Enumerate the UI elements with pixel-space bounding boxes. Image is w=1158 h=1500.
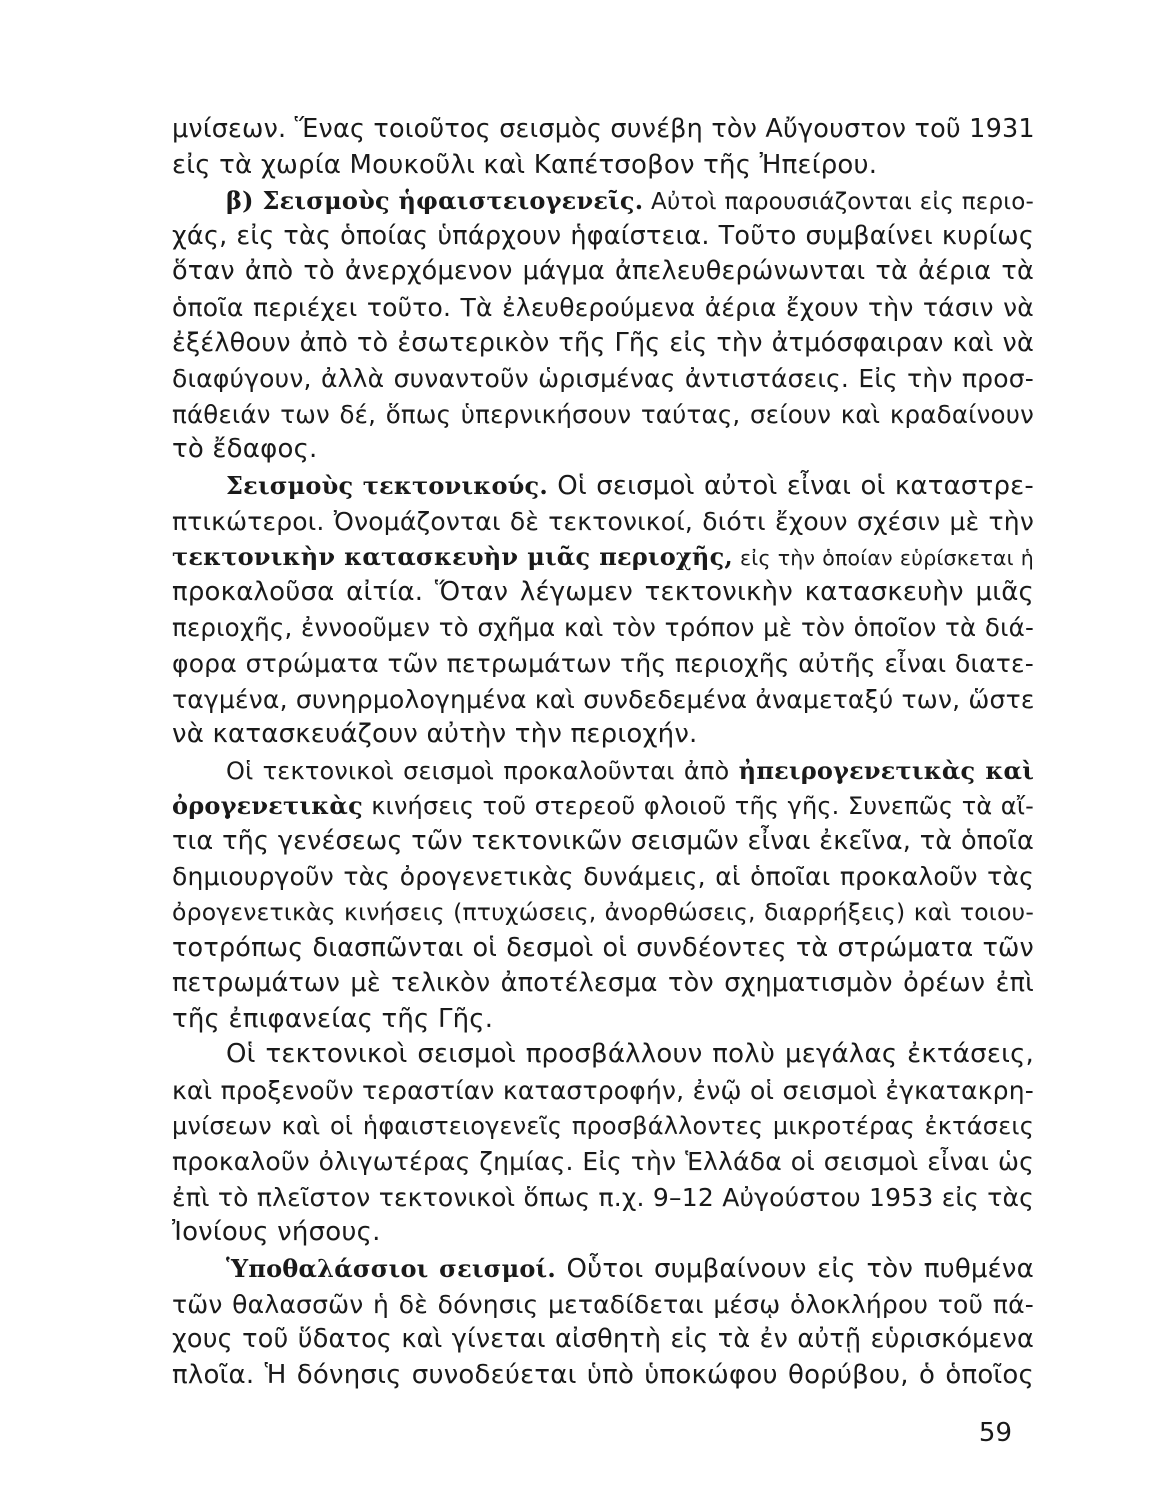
page-number: 59 [978, 1418, 1012, 1448]
text-run: Οἱ σεισμοὶ αὐτοὶ εἶναι οἱ καταστρε- [547, 470, 1034, 501]
text-run: πτικώτεροι. Ὀνομάζονται δὲ τεκτονικοί, διότι ἔχουν σχέσιν μὲ τὴν [172, 506, 1034, 536]
text-line [172, 575, 1034, 611]
text-run: φορα στρώματα τῶν πετρωμάτων τῆς περιοχῆς αὐτῆς εἶναι διατε- [172, 648, 1034, 678]
text-run: τὸ ἔδαφος. [172, 434, 318, 465]
text-line [172, 1144, 1034, 1180]
text-line [172, 646, 1034, 682]
text-run: ὅταν ἀπὸ τὸ ἀνερχόμενον μάγμα ἀπελευθερώνωνται τὰ ἀέρια τὰ [172, 256, 1034, 287]
text-line [172, 219, 1034, 255]
text-line [172, 610, 1034, 646]
text-line [172, 361, 1034, 397]
text-run: τῆς ἐπιφανείας τῆς Γῆς. [172, 1003, 494, 1034]
text-run: καὶ προξενοῦν τεραστίαν καταστροφήν, ἐνῷ οἱ σεισμοὶ ἐγκατακρη- [172, 1076, 1034, 1106]
text-run: ἐξέλθουν ἀπὸ τὸ ἐσωτερικὸν τῆς Γῆς εἰς τὴν ἀτμόσφαιραν καὶ νὰ [172, 327, 1034, 358]
text-run: μνίσεων καὶ οἱ ἡφαιστειογενεῖς προσβάλλοντες μικροτέρας ἐκτάσεις [172, 1111, 1034, 1140]
text-run: εἰς τὰ χωρία Μουκοῦλι καὶ Καπέτσοβον τῆς Ἠπείρου. [172, 149, 878, 180]
text-line [172, 1358, 1034, 1394]
text-run: πετρωμάτων μὲ τελικὸν ἀποτέλεσμα τὸν σχηματισμὸν ὀρέων ἐπὶ [172, 968, 1034, 999]
text-run: χάς, εἰς τὰς ὁποίας ὑπάρχουν ἡφαίστεια. Τοῦτο συμβαίνει κυρίως [172, 220, 1034, 251]
text-run: ἐπὶ τὸ πλεῖστον τεκτονικοὶ ὅπως π.χ. 9–12 Αὐγούστου 1953 εἰς τὰς [172, 1182, 1034, 1212]
bold-term: ὀρογενετικὰς [172, 791, 363, 821]
bold-term: β) Σεισμοὺς ἡφαιστειογενεῖς. [226, 186, 644, 216]
text-line [172, 753, 1034, 789]
text-run: τια τῆς γενέσεως τῶν τεκτονικῶν σεισμῶν εἶναι ἐκεῖνα, τὰ ὁποῖα [172, 825, 1034, 856]
text-run: ταγμένα, συνηρμολογημένα καὶ συνδεδεμένα ἀναμεταξύ των, ὥστε [172, 684, 1035, 714]
text-run: Οἱ τεκτονικοὶ σεισμοὶ προσβάλλουν πολὺ μεγάλας ἐκτάσεις, [226, 1039, 1034, 1070]
text-run: τῶν θαλασσῶν ἡ δὲ δόνησις μεταδίδεται μέσῳ ὁλοκλήρου τοῦ πά- [172, 1289, 1034, 1319]
text-line [172, 966, 1034, 1002]
text-run: πάθειάν των δέ, ὅπως ὑπερνικήσουν ταύτας, σείουν καὶ κραδαίνουν [172, 399, 1034, 429]
text-run: νὰ κατασκευάζουν αὐτὴν τὴν περιοχήν. [172, 719, 698, 750]
text-line [172, 1322, 1034, 1358]
text-run: Αὐτοὶ παρουσιάζονται εἰς περιο- [643, 189, 1034, 216]
text-line [172, 717, 1034, 753]
text-run: περιοχῆς, ἐννοοῦμεν τὸ σχῆμα καὶ τὸν τρόπον μὲ τὸν ὁποῖον τὰ διά- [172, 613, 1034, 643]
text-line [172, 504, 1034, 540]
text-run: τοτρόπως διασπῶνται οἱ δεσμοὶ οἱ συνδέοντες τὰ στρώματα τῶν [172, 932, 1034, 963]
text-line [172, 824, 1034, 860]
text-line [172, 1002, 1034, 1038]
text-line [172, 1251, 1034, 1287]
bold-term: Σεισμοὺς τεκτονικούς. [226, 470, 548, 500]
text-line [172, 326, 1034, 362]
text-run: δημιουργοῦν τὰς ὀρογενετικὰς δυνάμεις, αἱ ὁποῖαι προκαλοῦν τὰς [172, 862, 1034, 892]
bold-term: Ὑποθαλάσσιοι σεισμοί. [226, 1254, 556, 1283]
text-line [172, 1073, 1034, 1109]
text-run: προκαλοῦσα αἰτία. Ὅταν λέγωμεν τεκτονικὴν κατασκευὴν μιᾶς [172, 576, 1034, 607]
text-run: διαφύγουν, ἀλλὰ συναντοῦν ὡρισμένας ἀντιστάσεις. Εἰς τὴν προσ- [172, 364, 1034, 394]
text-run: χους τοῦ ὕδατος καὶ γίνεται αἰσθητὴ εἰς τὰ ἐν αὐτῇ εὑρισκόμενα [172, 1324, 1034, 1355]
text-line [172, 1109, 1034, 1145]
text-line [172, 254, 1034, 290]
text-line [172, 397, 1034, 433]
page-body [172, 112, 1034, 1393]
text-line [172, 931, 1034, 967]
text-line [172, 1037, 1034, 1073]
text-run: πλοῖα. Ἡ δόνησις συνοδεύεται ὑπὸ ὑποκώφου θορύβου, ὁ ὁποῖος [172, 1359, 1034, 1390]
text-line [172, 539, 1034, 575]
text-run: Οὗτοι συμβαίνουν εἰς τὸν πυθμένα [555, 1254, 1034, 1284]
text-run: εἰς τὴν ὁποίαν εὑρίσκεται ἡ [732, 546, 1034, 571]
text-line [172, 468, 1034, 504]
text-line [172, 1287, 1034, 1323]
text-line [172, 432, 1034, 468]
text-run: κινήσεις τοῦ στερεοῦ φλοιοῦ τῆς γῆς. Συνεπῶς τὰ αἴ- [362, 792, 1034, 821]
text-line [172, 290, 1034, 326]
text-line [172, 788, 1034, 824]
bold-term: τεκτονικὴν κατασκευὴν μιᾶς περιοχῆς, [172, 542, 733, 572]
text-run: ὁποῖα περιέχει τοῦτο. Τὰ ἐλευθερούμενα ἀέρια ἔχουν τὴν τάσιν νὰ [172, 292, 1034, 322]
text-run: ὀρογενετικὰς κινήσεις (πτυχώσεις, ἀνορθώσεις, διαρρήξεις) καὶ τοιου- [172, 898, 1034, 927]
text-line [172, 148, 1034, 184]
text-run: μνίσεων. Ἕνας τοιοῦτος σεισμὸς συνέβη τὸν Αὔγουστον τοῦ 1931 [172, 114, 1035, 144]
text-line [172, 682, 1034, 718]
bold-term: ἠπειρογενετικὰς καὶ [738, 755, 1035, 785]
text-run: προκαλοῦν ὀλιγωτέρας ζημίας. Εἰς τὴν Ἑλλάδα οἱ σεισμοὶ εἶναι ὡς [172, 1147, 1034, 1177]
text-line [172, 859, 1034, 895]
text-line [172, 895, 1034, 931]
text-line [172, 112, 1034, 148]
text-line [172, 1215, 1034, 1251]
text-line [172, 183, 1034, 219]
text-run: Οἱ τεκτονικοὶ σεισμοὶ προκαλοῦνται ἀπὸ [226, 756, 739, 785]
text-line [172, 1180, 1034, 1216]
text-run: Ἰονίους νήσους. [172, 1217, 381, 1248]
